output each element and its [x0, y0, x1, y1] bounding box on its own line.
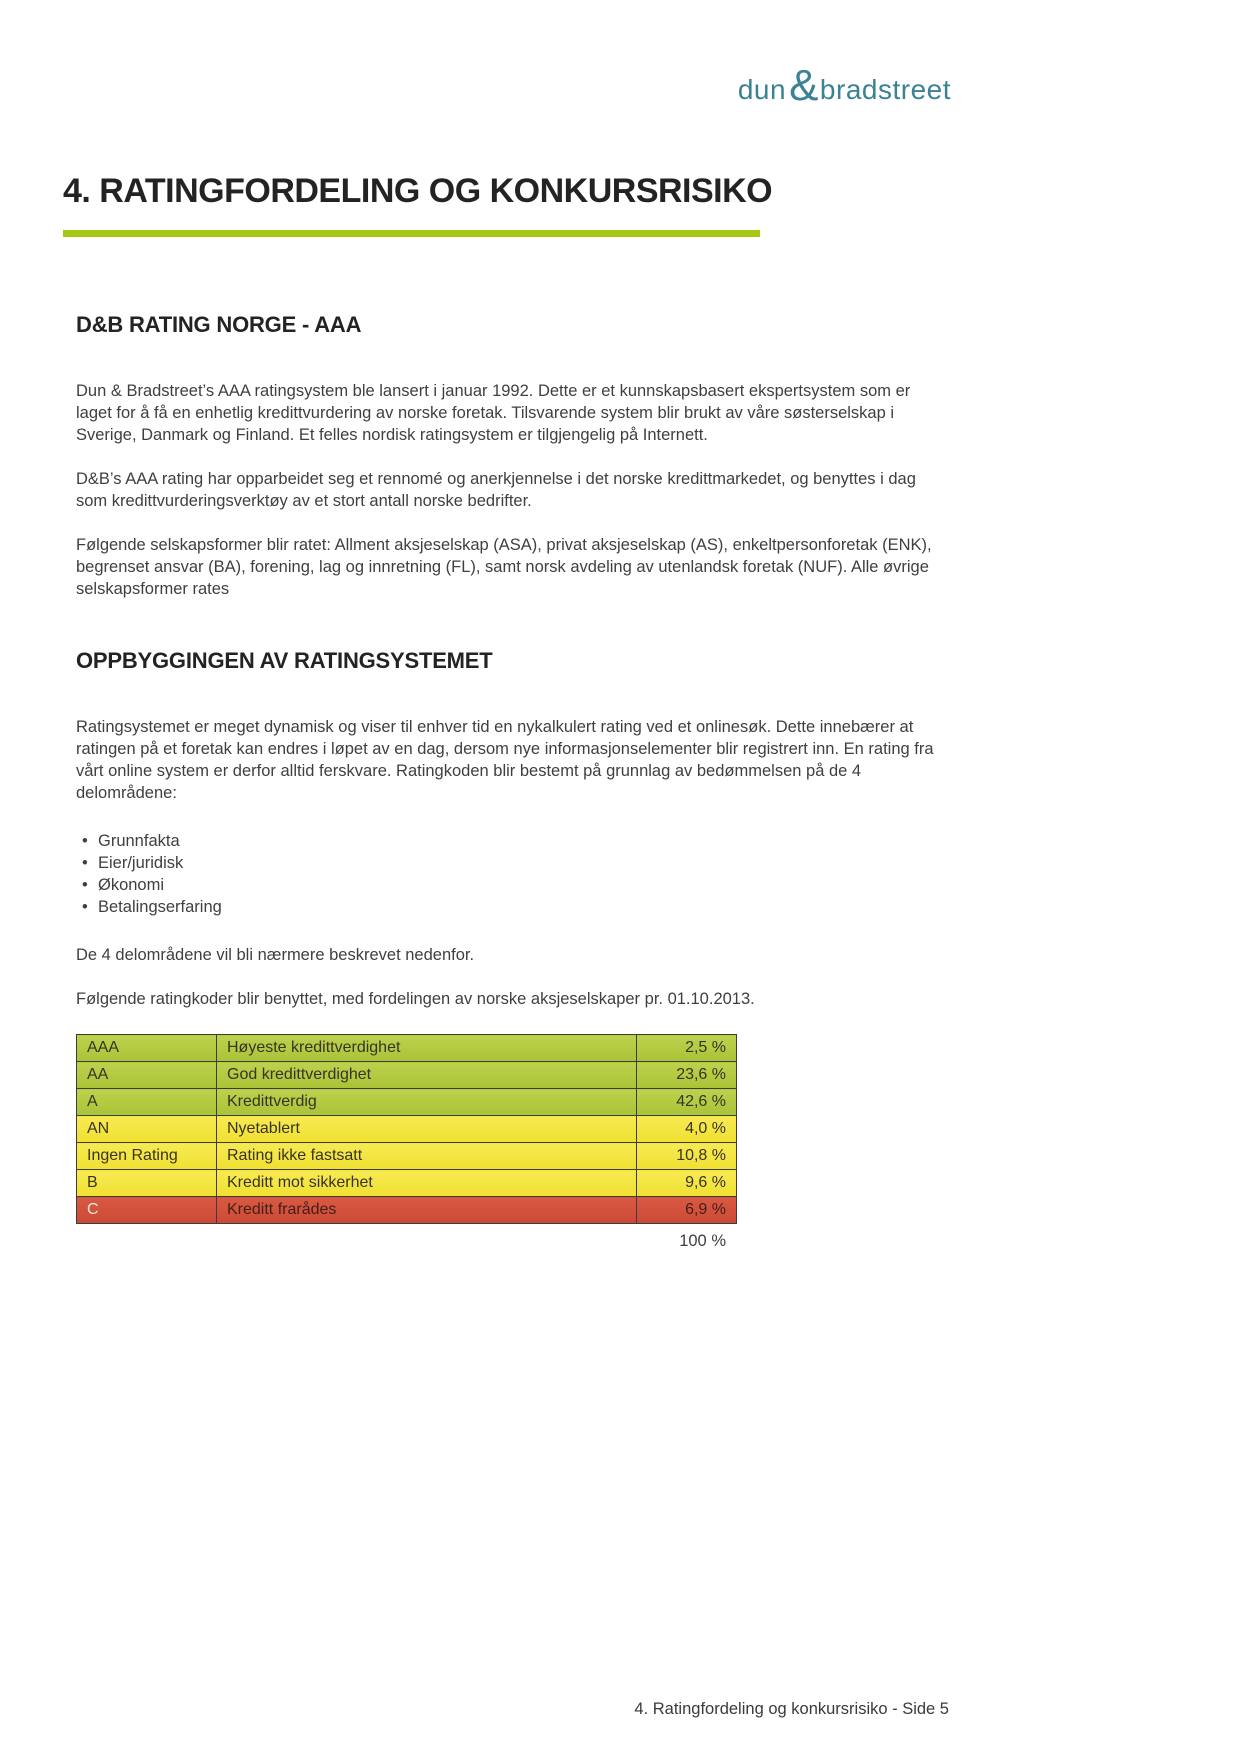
list-item: • Eier/juridisk [82, 852, 944, 874]
rating-code-cell: Ingen Rating [77, 1143, 217, 1170]
list-item: • Økonomi [82, 874, 944, 896]
title-accent-rule [63, 230, 760, 237]
rating-percent-cell: 9,6 % [637, 1170, 737, 1197]
table-row [77, 1116, 737, 1143]
rating-code-cell: A [77, 1089, 217, 1116]
rating-percent-cell: 23,6 % [637, 1062, 737, 1089]
table-row [77, 1062, 737, 1089]
list-item: • Betalingserfaring [82, 896, 944, 918]
rating-percent-cell: 6,9 % [637, 1197, 737, 1224]
rating-description-cell: Kreditt mot sikkerhet [217, 1170, 637, 1197]
section2-heading: OPPBYGGINGEN AV RATINGSYSTEMET [76, 648, 493, 673]
rating-description-cell: Rating ikke fastsatt [217, 1143, 637, 1170]
ampersand-icon: & [789, 61, 819, 110]
section-db-rating-norge [76, 312, 944, 622]
rating-description-cell: Kreditt frarådes [217, 1197, 637, 1224]
table-row [77, 1197, 737, 1224]
paragraph: De 4 delområdene vil bli nærmere beskrevet nedenfor. [76, 946, 475, 964]
dun-bradstreet-logo [737, 61, 951, 110]
rating-description-cell: Kredittverdig [217, 1089, 637, 1116]
table-row [77, 1089, 737, 1116]
rating-description-cell: Nyetablert [217, 1116, 637, 1143]
rating-description-cell: Høyeste kredittverdighet [217, 1035, 637, 1062]
paragraph: Dun & Bradstreet’s AAA ratingsystem ble lansert i januar 1992. Dette er et kunnskapsbasert ekspertsystem som er laget for å få en enhetlig kredittvurdering av norske foretak. Tilsvarende system blir brukt av våre søsterselskap i Sverige, Danmark og Finland. Et felles nordisk ratingsystem er tilgjengelig på Internett. [76, 382, 911, 444]
rating-percent-cell: 10,8 % [637, 1143, 737, 1170]
list-item: • Grunnfakta [82, 830, 944, 852]
rating-code-cell: B [77, 1170, 217, 1197]
table-row [77, 1170, 737, 1197]
rating-description-cell: God kredittverdighet [217, 1062, 637, 1089]
section-oppbyggingen [76, 648, 944, 1251]
rating-percent-cell: 4,0 % [637, 1116, 737, 1143]
rating-areas-list [82, 830, 944, 918]
logo-word-bradstreet: bradstreet [819, 74, 951, 105]
paragraph: Følgende ratingkoder blir benyttet, med fordelingen av norske aksjeselskaper pr. 01.10.2013. [76, 990, 755, 1008]
rating-code-cell: AN [77, 1116, 217, 1143]
table-row [77, 1035, 737, 1062]
rating-percent-cell: 2,5 % [637, 1035, 737, 1062]
section1-heading: D&B RATING NORGE - AAA [76, 312, 362, 337]
page-title: 4. RATINGFORDELING OG KONKURSRISIKO [63, 172, 773, 210]
rating-percent-cell: 42,6 % [637, 1089, 737, 1116]
rating-code-cell: AA [77, 1062, 217, 1089]
page-footer: 4. Ratingfordeling og konkursrisiko - Side 5 [634, 1700, 949, 1718]
paragraph: D&B’s AAA rating har opparbeidet seg et rennomé og anerkjennelse i det norske kredittmarkedet, og benyttes i dag som kredittvurderingsverktøy av et stort antall norske bedrifter. [76, 470, 916, 510]
table-row [77, 1143, 737, 1170]
rating-code-cell: C [77, 1197, 217, 1224]
paragraph: Ratingsystemet er meget dynamisk og viser til enhver tid en nykalkulert rating ved et onlinesøk. Dette innebærer at ratingen på et foretak kan endres i løpet av en dag, dersom nye informasjonselementer blir registrert inn. En rating fra vårt online system er derfor alltid ferskvare. Ratingkoden blir bestemt på grunnlag av bedømmelsen på de 4 delområdene: [76, 718, 934, 802]
rating-code-cell: AAA [77, 1035, 217, 1062]
rating-distribution-table [76, 1034, 737, 1224]
logo-word-dun: dun [737, 74, 787, 105]
total-percent: 100 % [679, 1232, 726, 1250]
paragraph: Følgende selskapsformer blir ratet: Allment aksjeselskap (ASA), privat aksjeselskap (AS), enkeltpersonforetak (ENK), begrenset ansvar (BA), forening, lag og innretning (FL), samt norsk avdeling av utenlandsk foretak (NUF). Alle øvrige selskapsformer rates [76, 536, 932, 598]
